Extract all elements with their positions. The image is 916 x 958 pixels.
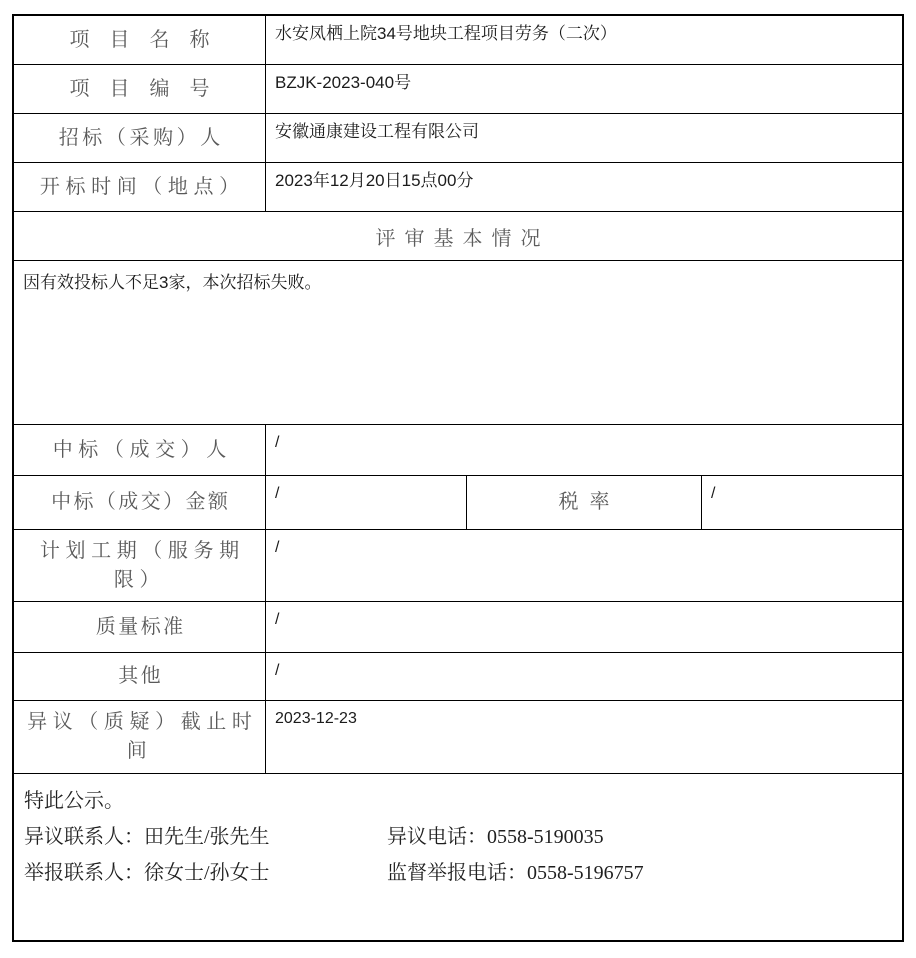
report-contact-value: 徐女士/孙女士 <box>144 862 270 884</box>
bid-opening-label: 开标时间（地点） <box>14 163 266 211</box>
objection-phone <box>387 819 892 855</box>
project-name-label: 项目名称 <box>14 16 266 64</box>
duration-row <box>14 530 902 602</box>
objection-deadline-row <box>14 701 902 774</box>
winner-row <box>14 425 902 476</box>
tax-rate-value: / <box>711 485 716 502</box>
winner-value: / <box>275 434 280 451</box>
objection-phone-label: 异议电话： <box>387 826 487 848</box>
quality-value: / <box>275 611 280 628</box>
review-header-row <box>14 212 902 261</box>
objection-contact <box>24 819 387 855</box>
tenderee-value: 安徽通康建设工程有限公司 <box>275 122 479 141</box>
tenderee-label: 招标（采购）人 <box>14 114 266 162</box>
footer-notice: 特此公示。 <box>24 790 124 812</box>
objection-contact-line <box>24 819 892 855</box>
objection-contact-value: 田先生/张先生 <box>144 826 270 848</box>
review-note-row <box>14 261 902 425</box>
report-phone <box>387 855 892 891</box>
report-phone-label: 监督举报电话： <box>387 862 527 884</box>
bid-result-document <box>12 14 904 942</box>
bid-opening-value: 2023年12月20日15点00分 <box>275 171 474 190</box>
project-number-value: BZJK-2023-040号 <box>275 73 412 92</box>
report-contact-line <box>24 855 892 891</box>
bid-result-table <box>12 14 904 942</box>
amount-value: / <box>266 476 467 529</box>
objection-deadline-label: 异议（质疑）截止时间 <box>14 701 266 773</box>
objection-phone-value: 0558-5190035 <box>487 826 604 848</box>
winner-label: 中标（成交）人 <box>14 425 266 475</box>
objection-contact-label: 异议联系人： <box>24 826 144 848</box>
project-number-label: 项目编号 <box>14 65 266 113</box>
review-note: 因有效投标人不足3家，本次招标失败。 <box>23 273 322 292</box>
project-name-value: 水安凤栖上院34号地块工程项目劳务（二次） <box>275 24 617 43</box>
quality-label: 质量标准 <box>14 602 266 652</box>
project-name-row <box>14 16 902 65</box>
project-number-row <box>14 65 902 114</box>
footer-notice-line <box>24 783 892 819</box>
bid-opening-row <box>14 163 902 212</box>
report-contact-label: 举报联系人： <box>24 862 144 884</box>
footer-block <box>14 774 902 940</box>
duration-value: / <box>275 539 280 556</box>
objection-deadline-value: 2023-12-23 <box>275 710 357 727</box>
quality-row <box>14 602 902 653</box>
other-value: / <box>275 662 280 679</box>
other-row <box>14 653 902 701</box>
review-section-header: 评审基本情况 <box>375 227 550 250</box>
report-phone-value: 0558-5196757 <box>527 862 644 884</box>
tenderee-row <box>14 114 902 163</box>
footer-row <box>14 774 902 940</box>
amount-row <box>14 476 902 530</box>
other-label: 其他 <box>14 653 266 700</box>
tax-rate-label: 税率 <box>467 476 702 529</box>
report-contact <box>24 855 387 891</box>
duration-label: 计划工期（服务期限） <box>14 530 266 601</box>
amount-label: 中标（成交）金额 <box>14 476 266 529</box>
